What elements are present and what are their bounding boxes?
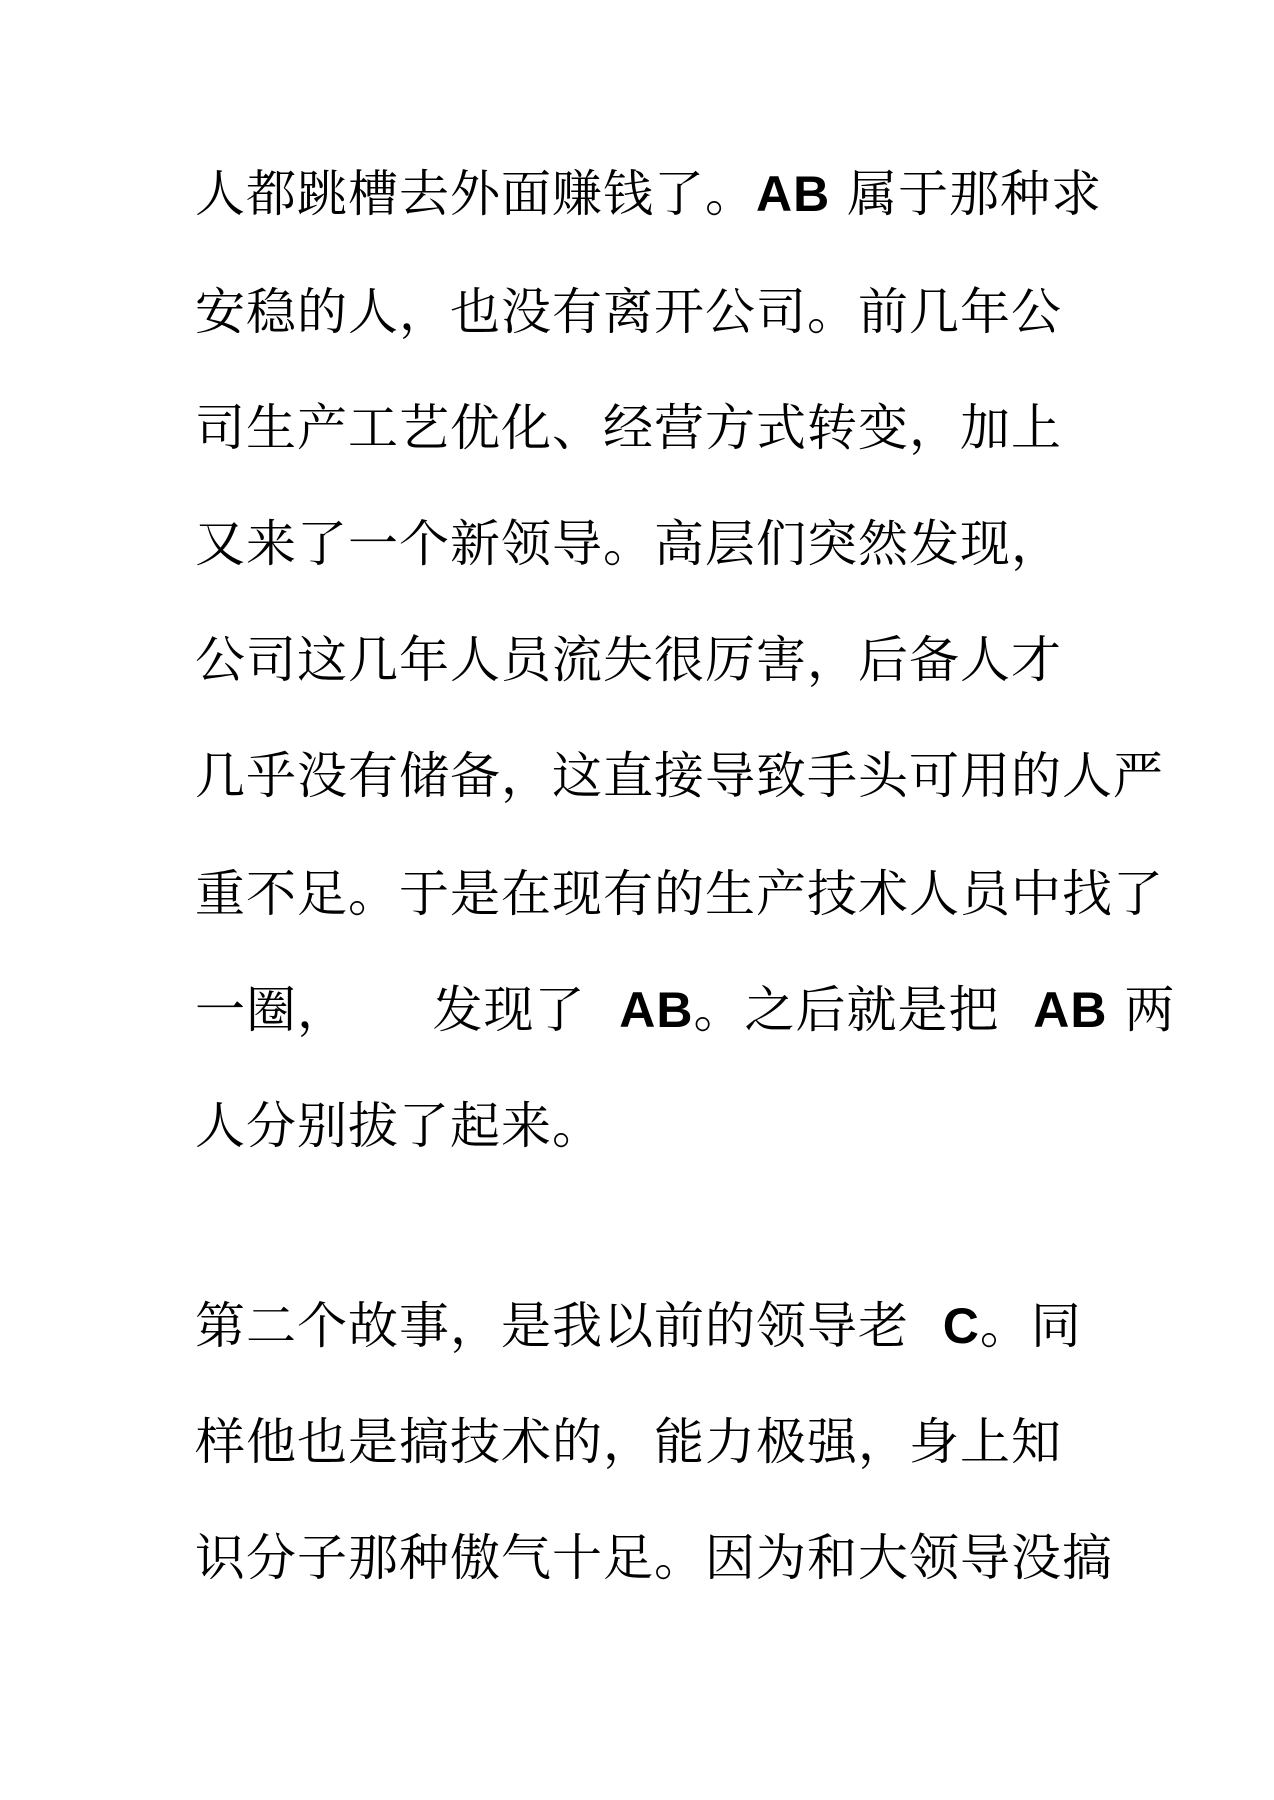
text-line: 人分别拔了起来。 — [195, 1097, 603, 1155]
text-line: 公司这几年人员流失很厉害，后备人才 — [195, 631, 1062, 689]
text-line: 几乎没有储备，这直接导致手头可用的人严 — [195, 747, 1164, 805]
text-line: 样他也是搞技术的，能力极强，身上知 — [195, 1413, 1062, 1471]
text-line: 识分子那种傲气十足。因为和大领导没搞 — [195, 1529, 1113, 1587]
text-line: 一圈， 发现了 AB。之后就是把 AB 两 — [195, 981, 1176, 1039]
text-line: 第二个故事，是我以前的领导老 C。同 — [195, 1297, 1082, 1355]
text-line: 重不足。于是在现有的生产技术人员中找了 — [195, 865, 1164, 923]
text-line: 又来了一个新领导。高层们突然发现， — [195, 515, 1062, 573]
text-line: 人都跳槽去外面赚钱了。AB 属于那种求 — [195, 165, 1103, 223]
text-line: 司生产工艺优化、经营方式转变，加上 — [195, 399, 1062, 457]
text-line: 安稳的人，也没有离开公司。前几年公 — [195, 283, 1062, 341]
